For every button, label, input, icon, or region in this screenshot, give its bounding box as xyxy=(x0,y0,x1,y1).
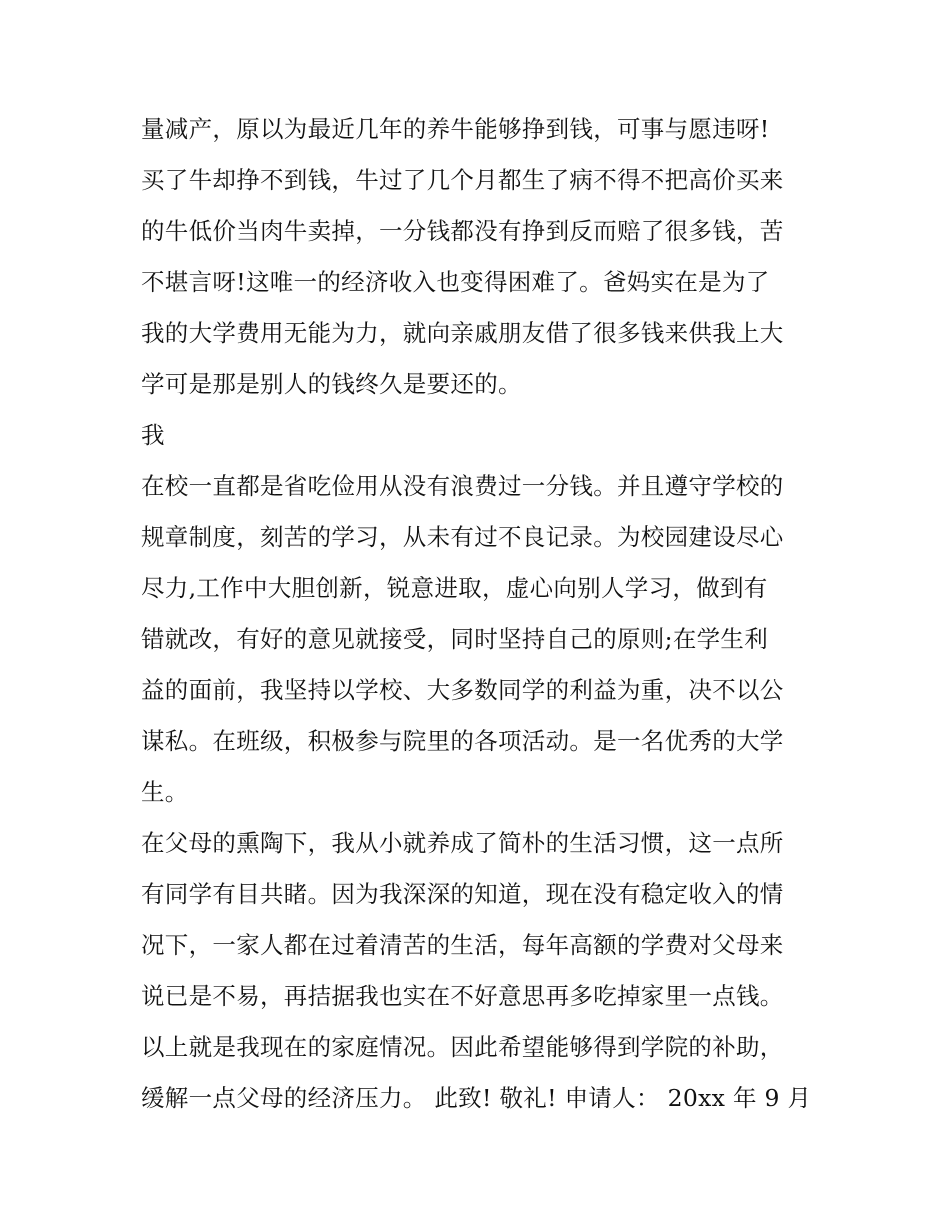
text-line: 益的面前，我坚持以学校、大多数同学的利益为重，决不以公 xyxy=(141,676,784,704)
text-line: 不堪言呀!这唯一的经济收入也变得困难了。爸妈实在是为了 xyxy=(141,268,770,296)
text-line: 尽力,工作中大胆创新，锐意进取，虚心向别人学习，做到有 xyxy=(141,574,768,602)
text-line: 生。 xyxy=(141,778,189,806)
text-line: 以上就是我现在的家庭情况。因此希望能够得到学院的补助， xyxy=(141,1033,784,1061)
text-line: 有同学有目共睹。因为我深深的知道，现在没有稳定收入的情 xyxy=(141,880,784,908)
text-line: 况下，一家人都在过着清苦的生活，每年高额的学费对父母来 xyxy=(141,931,784,959)
text-line: 错就改，有好的意见就接受，同时坚持自己的原则;在学生利 xyxy=(141,625,769,653)
text-line: 学可是那是别人的钱终久是要还的。 xyxy=(141,370,522,398)
text-line: 我 xyxy=(141,421,165,449)
text-line: 缓解一点父母的经济压力。 此致! 敬礼! 申请人： 20xx 年 9 月 xyxy=(141,1084,812,1112)
text-line: 说已是不易，再拮据我也实在不好意思再多吃掉家里一点钱。 xyxy=(141,982,784,1010)
text-line: 买了牛却挣不到钱，牛过了几个月都生了病不得不把高价买来 xyxy=(141,166,784,194)
text-line: 在父母的熏陶下，我从小就养成了简朴的生活习惯，这一点所 xyxy=(141,829,784,857)
text-line: 我的大学费用无能为力，就向亲戚朋友借了很多钱来供我上大 xyxy=(141,319,784,347)
text-line: 规章制度，刻苦的学习，从未有过不良记录。为校园建设尽心 xyxy=(141,523,784,551)
text-line: 在校一直都是省吃俭用从没有浪费过一分钱。并且遵守学校的 xyxy=(141,472,784,500)
text-line: 谋私。在班级，积极参与院里的各项活动。是一名优秀的大学 xyxy=(141,727,784,755)
text-line: 的牛低价当肉牛卖掉，一分钱都没有挣到反而赔了很多钱，苦 xyxy=(141,217,784,245)
document-body xyxy=(141,104,821,1124)
text-line: 量减产，原以为最近几年的养牛能够挣到钱，可事与愿违呀! xyxy=(141,115,770,143)
